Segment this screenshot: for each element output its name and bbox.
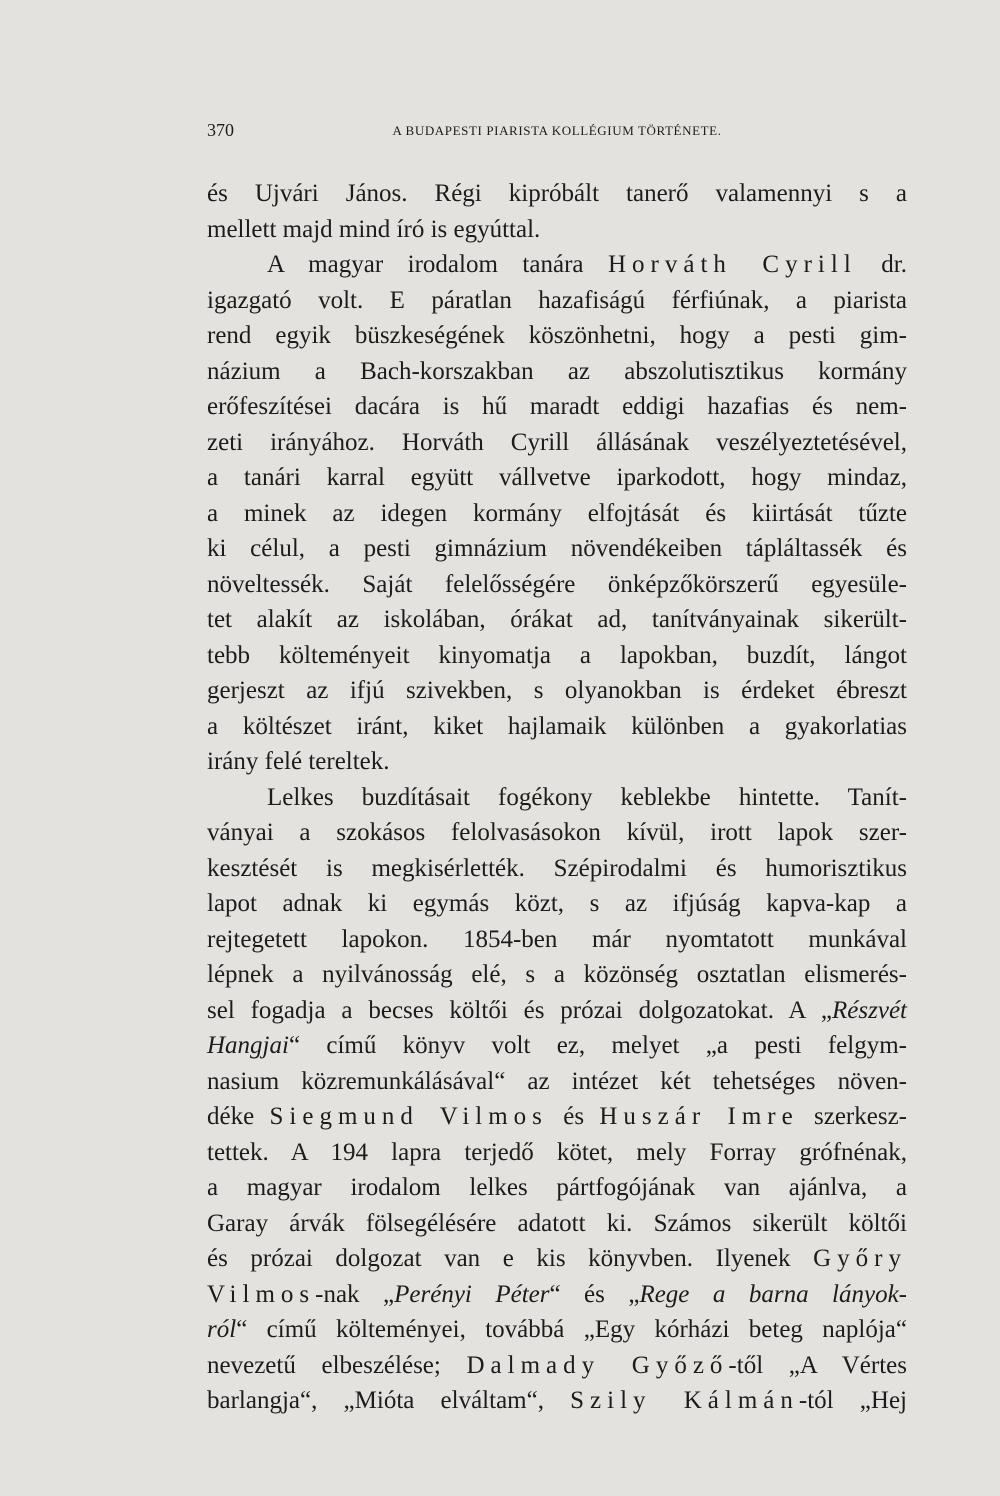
text-line: rejtegetett lapokon. 1854-ben már nyomtatott munkával — [207, 925, 907, 953]
text-segment: -től „A Vértes — [728, 1351, 907, 1379]
text-segment: dr. — [856, 251, 907, 278]
page-header — [207, 120, 907, 142]
italic-title: Részvét — [832, 996, 907, 1024]
text-line: a tanári karral együtt vállvetve iparkodott, hogy mindaz, — [207, 464, 907, 491]
spaced-name: Siegmund Vilmos — [269, 1103, 548, 1130]
text-line: gerjeszt az ifjú szivekben, s olyanokban is érdeket ébreszt — [207, 677, 907, 704]
spaced-name: Horváth Cyrill — [608, 251, 857, 278]
text-segment: sel fogadja a becses költői és prózai dolgozatokat. A „ — [207, 996, 833, 1024]
text-line: kesztését is megkisérlették. Szépirodalmi és humorisztikus — [207, 854, 907, 882]
text-segment: és — [547, 1103, 600, 1130]
text-segment: -nak „ — [315, 1280, 395, 1308]
text-line — [207, 993, 907, 1029]
text-line: Garay árvák fölsegélésére adatott ki. Számos sikerült költői — [207, 1209, 907, 1237]
text-segment: “ és „ — [549, 1280, 640, 1308]
text-segment: “ című költeményei, továbbá „Egy kórházi beteg naplója“ — [236, 1316, 907, 1343]
text-line: tet alakít az iskolában, órákat ad, tanítványainak sikerült- — [207, 606, 907, 633]
text-line: és Ujvári János. Régi kipróbált tanerő valamennyi s a — [207, 180, 907, 207]
text-line: igazgató volt. E páratlan hazafiságú férfiúnak, a piarista — [207, 286, 907, 314]
text-line: irány felé tereltek. — [207, 748, 390, 775]
text-line: növeltessék. Saját felelősségére önképzőkörszerű egyesüle- — [207, 570, 907, 598]
text-segment: “ című könyv volt ez, melyet „a pesti felgym- — [288, 1032, 907, 1059]
spaced-name: Győry — [813, 1245, 907, 1272]
spaced-name: Dalmady Győző — [466, 1351, 729, 1379]
text-segment: és prózai dolgozat van e kis könyvben. Ilyenek — [207, 1245, 814, 1272]
italic-title: Hangjai — [207, 1032, 289, 1059]
text-line — [207, 1383, 907, 1419]
text-line: ki célul, a pesti gimnázium növendékeiben tápláltassék és — [207, 535, 907, 562]
text-line: názium a Bach-korszakban az abszolutisztikus kormány — [207, 357, 907, 385]
text-line: nasium közremunkálásával“ az intézet két tehetséges növen- — [207, 1067, 907, 1095]
text-line: mellett majd mind író is egyúttal. — [207, 215, 541, 243]
text-line: rend egyik büszkeségének köszönhetni, hogy a pesti gim- — [207, 322, 907, 349]
italic-title: Rege a barna lányok- — [639, 1280, 907, 1308]
spaced-name: Vilmos — [207, 1280, 316, 1308]
text-line — [207, 1028, 907, 1064]
text-line: a magyar irodalom lelkes pártfogójának van ajánlva, a — [207, 1174, 907, 1201]
text-line: erőfeszítései dacára is hű maradt eddigi hazafias és nem- — [207, 393, 907, 420]
body-text — [207, 176, 907, 1419]
text-line — [207, 1312, 907, 1348]
spaced-name: Szily Kálmán — [570, 1387, 799, 1414]
text-line: Lelkes buzdításait fogékony keblekbe hintette. Tanít- — [267, 783, 907, 811]
text-segment: nevezetű elbeszélése; — [207, 1351, 467, 1379]
text-line — [207, 1348, 907, 1384]
text-line — [207, 1099, 907, 1135]
text-segment: A magyar irodalom tanára — [267, 251, 608, 278]
text-line — [207, 1241, 907, 1277]
text-line: zeti irányához. Horváth Cyrill állásának veszélyeztetésével, — [207, 428, 907, 456]
text-segment: szerkesz- — [798, 1103, 907, 1130]
text-line: a minek az idegen kormány elfojtását és kiirtását tűzte — [207, 499, 907, 527]
text-segment: -tól „Hej — [798, 1387, 907, 1414]
text-line: a költészet iránt, kiket hajlamaik különben a gyakorlatias — [207, 712, 907, 740]
italic-title: ról — [207, 1316, 237, 1343]
text-line: tettek. A 194 lapra terjedő kötet, mely Forray grófnénak, — [207, 1138, 907, 1166]
running-title: A BUDAPESTI PIARISTA KOLLÉGIUM TÖRTÉNETE. — [392, 123, 722, 138]
text-line: tebb költeményeit kinyomatja a lapokban, buzdít, lángot — [207, 641, 907, 669]
text-segment: barlangja“, „Mióta elváltam“, — [207, 1387, 571, 1414]
page-number: 370 — [207, 120, 234, 140]
text-segment: déke — [207, 1103, 270, 1130]
text-line: lépnek a nyilvánosság elé, s a közönség osztatlan elismerés- — [207, 961, 907, 988]
text-line: lapot adnak ki egymás közt, s az ifjúság kapva-kap a — [207, 890, 907, 917]
text-line: ványai a szokásos felolvasásokon kívül, irott lapok szer- — [207, 819, 907, 846]
text-line — [207, 1277, 907, 1313]
spaced-name: Huszár Imre — [599, 1103, 799, 1130]
italic-title: Perényi Péter — [394, 1280, 550, 1308]
text-line — [207, 247, 907, 283]
